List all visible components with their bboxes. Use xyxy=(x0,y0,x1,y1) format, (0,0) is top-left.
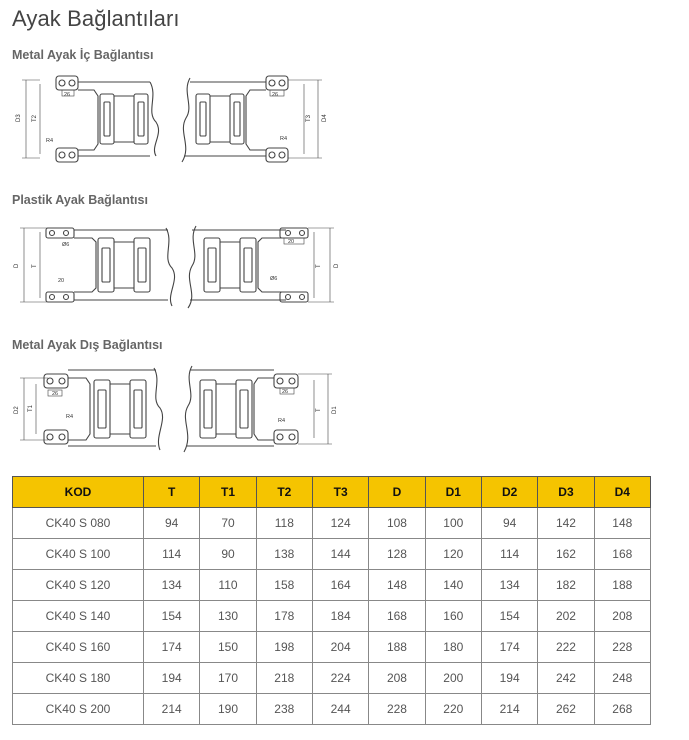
table-cell: 182 xyxy=(538,570,594,601)
dim-label: 20 xyxy=(288,239,295,245)
table-row xyxy=(13,601,651,632)
table-cell: 130 xyxy=(200,601,256,632)
dim-label: 20 xyxy=(58,278,65,284)
table-cell: 128 xyxy=(369,539,425,570)
header-t: T xyxy=(144,477,200,508)
dim-label: R4 xyxy=(46,138,54,144)
table-cell: 108 xyxy=(369,508,425,539)
dim-label: T3 xyxy=(306,114,312,122)
table-cell: 174 xyxy=(481,632,537,663)
table-cell: 190 xyxy=(200,694,256,725)
table-cell: CK40 S 200 xyxy=(13,694,144,725)
table-cell: 138 xyxy=(256,539,312,570)
table-cell: CK40 S 140 xyxy=(13,601,144,632)
table-cell: 114 xyxy=(144,539,200,570)
table-header-row xyxy=(13,477,651,508)
table-cell: 114 xyxy=(481,539,537,570)
table-cell: 164 xyxy=(312,570,368,601)
dim-label: T2 xyxy=(32,114,38,122)
table-cell: 208 xyxy=(594,601,650,632)
table-cell: 248 xyxy=(594,663,650,694)
dim-label: R4 xyxy=(280,136,288,142)
table-row xyxy=(13,539,651,570)
table-cell: 214 xyxy=(144,694,200,725)
table-cell: 168 xyxy=(369,601,425,632)
header-t2: T2 xyxy=(256,477,312,508)
table-cell: 218 xyxy=(256,663,312,694)
table-cell: 262 xyxy=(538,694,594,725)
table-cell: 150 xyxy=(200,632,256,663)
table-cell: 242 xyxy=(538,663,594,694)
dimension-table xyxy=(12,476,651,725)
table-cell: 148 xyxy=(594,508,650,539)
table-cell: 214 xyxy=(481,694,537,725)
table-cell: 228 xyxy=(594,632,650,663)
table-cell: 200 xyxy=(425,663,481,694)
table-cell: 180 xyxy=(425,632,481,663)
table-cell: 90 xyxy=(200,539,256,570)
drawing-metal-inner-right xyxy=(182,76,328,162)
header-d2: D2 xyxy=(481,477,537,508)
table-cell: 204 xyxy=(312,632,368,663)
header-d3: D3 xyxy=(538,477,594,508)
dim-label: 26 xyxy=(282,389,289,395)
dim-label: D xyxy=(14,263,20,268)
header-d4: D4 xyxy=(594,477,650,508)
table-cell: 268 xyxy=(594,694,650,725)
dim-label: D xyxy=(334,263,340,268)
table-cell: 142 xyxy=(538,508,594,539)
table-cell: 188 xyxy=(594,570,650,601)
table-cell: 144 xyxy=(312,539,368,570)
table-cell: 220 xyxy=(425,694,481,725)
drawing-plastic-left xyxy=(14,228,175,306)
table-cell: CK40 S 100 xyxy=(13,539,144,570)
table-cell: 100 xyxy=(425,508,481,539)
header-t3: T3 xyxy=(312,477,368,508)
table-cell: 194 xyxy=(144,663,200,694)
drawing-metal-inner-left xyxy=(16,76,159,162)
table-cell: 198 xyxy=(256,632,312,663)
drawing-metal-outer-right xyxy=(184,366,338,452)
page-title: Ayak Bağlantıları xyxy=(12,6,180,31)
section-title-metal-inner: Metal Ayak İç Bağlantısı xyxy=(12,48,154,62)
drawing-plastic-right xyxy=(188,226,340,308)
dim-label: R4 xyxy=(66,414,74,420)
header-d1: D1 xyxy=(425,477,481,508)
dim-label: D2 xyxy=(14,406,20,414)
table-cell: 94 xyxy=(144,508,200,539)
dim-label: R4 xyxy=(278,418,286,424)
table-cell: 194 xyxy=(481,663,537,694)
table-cell: 174 xyxy=(144,632,200,663)
table-cell: CK40 S 080 xyxy=(13,508,144,539)
table-cell: 154 xyxy=(481,601,537,632)
dim-label: 26 xyxy=(272,92,279,98)
table-cell: 162 xyxy=(538,539,594,570)
table-cell: CK40 S 160 xyxy=(13,632,144,663)
table-cell: 188 xyxy=(369,632,425,663)
table-cell: 244 xyxy=(312,694,368,725)
dim-label: Ø6 xyxy=(270,276,278,282)
table-cell: CK40 S 180 xyxy=(13,663,144,694)
table-cell: 184 xyxy=(312,601,368,632)
table-cell: 154 xyxy=(144,601,200,632)
dim-label: D1 xyxy=(332,406,338,414)
header-d: D xyxy=(369,477,425,508)
table-cell: 208 xyxy=(369,663,425,694)
table-cell: 148 xyxy=(369,570,425,601)
table-row xyxy=(13,632,651,663)
table-cell: 140 xyxy=(425,570,481,601)
dim-label: 26 xyxy=(52,391,59,397)
dim-label: T1 xyxy=(28,404,34,412)
section-title-plastic: Plastik Ayak Bağlantısı xyxy=(12,193,148,207)
table-cell: 168 xyxy=(594,539,650,570)
dim-label: 26 xyxy=(64,92,71,98)
table-cell: 160 xyxy=(425,601,481,632)
section-title-metal-outer: Metal Ayak Dış Bağlantısı xyxy=(12,338,163,352)
table-cell: 224 xyxy=(312,663,368,694)
drawing-metal-outer xyxy=(0,362,360,458)
table-row xyxy=(13,508,651,539)
header-kod: KOD xyxy=(13,477,144,508)
header-t1: T1 xyxy=(200,477,256,508)
table-cell: 134 xyxy=(144,570,200,601)
table-cell: 124 xyxy=(312,508,368,539)
table-row xyxy=(13,663,651,694)
table-cell: 202 xyxy=(538,601,594,632)
table-cell: 134 xyxy=(481,570,537,601)
table-cell: CK40 S 120 xyxy=(13,570,144,601)
table-cell: 238 xyxy=(256,694,312,725)
drawing-metal-inner xyxy=(0,66,360,170)
table-cell: 178 xyxy=(256,601,312,632)
table-cell: 170 xyxy=(200,663,256,694)
dim-label: T xyxy=(316,408,322,412)
table-row xyxy=(13,694,651,725)
table-cell: 118 xyxy=(256,508,312,539)
table-cell: 110 xyxy=(200,570,256,601)
table-cell: 120 xyxy=(425,539,481,570)
drawing-metal-outer-left xyxy=(14,368,163,450)
table-cell: 222 xyxy=(538,632,594,663)
table-cell: 94 xyxy=(481,508,537,539)
table-cell: 158 xyxy=(256,570,312,601)
dim-label: D3 xyxy=(16,114,22,122)
dim-label: T xyxy=(316,264,322,268)
table-row xyxy=(13,570,651,601)
dim-label: T xyxy=(32,264,38,268)
dim-label: Ø6 xyxy=(62,242,70,248)
table-cell: 70 xyxy=(200,508,256,539)
table-cell: 228 xyxy=(369,694,425,725)
dim-label: D4 xyxy=(322,114,328,122)
drawing-plastic xyxy=(0,218,360,314)
